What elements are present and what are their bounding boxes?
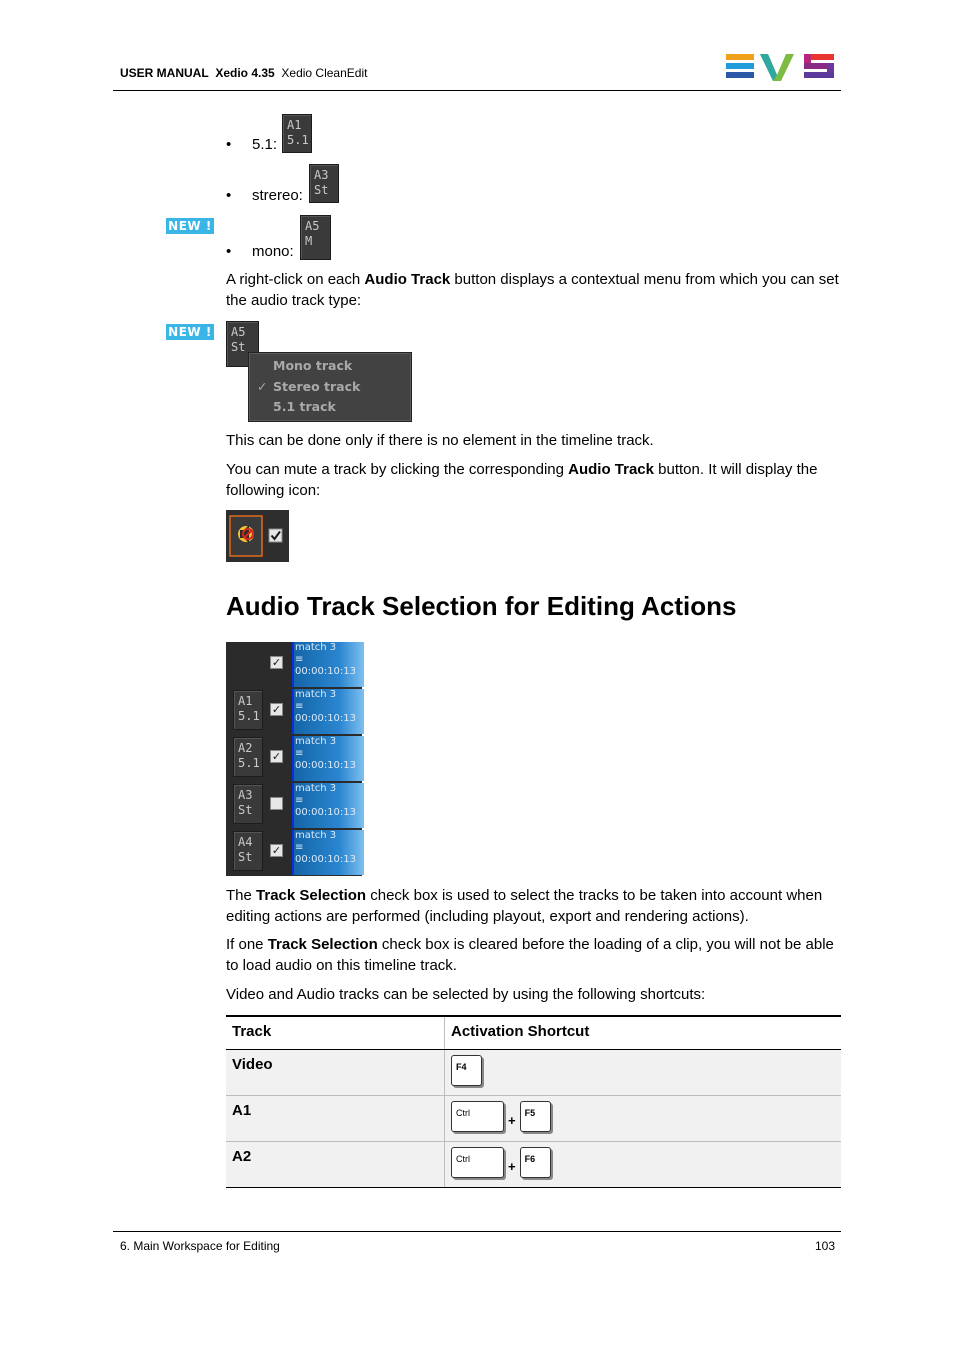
track-cell: A2: [226, 1142, 445, 1188]
product-name: Xedio 4.35: [215, 66, 275, 80]
column-header-shortcut: Activation Shortcut: [445, 1016, 842, 1050]
track-button-a1[interactable]: A1 5.1: [233, 690, 263, 730]
track-selection-checkbox[interactable]: ✓: [271, 703, 282, 716]
running-header: [120, 66, 367, 80]
plus-sign: +: [508, 1159, 516, 1174]
track-button-a2[interactable]: A2 5.1: [233, 737, 263, 777]
track-selection-panel: [226, 642, 362, 876]
bullet-stereo: • strereo:: [226, 187, 303, 204]
paragraph-track-selection: The Track Selection check box is used to select the tracks to be taken into account when editing actions are performed (including playout, export and rendering actions).: [226, 887, 823, 925]
section-heading: Audio Track Selection for Editing Actions: [226, 591, 737, 621]
check-icon: ✓: [257, 379, 268, 394]
track-type-context-menu: Mono track ✓ Stereo track 5.1 track: [248, 352, 412, 422]
key-ctrl-icon: Ctrl: [451, 1101, 504, 1132]
timeline-clip: match 3 ≡ 00:00:10:13: [292, 736, 364, 781]
bullet-label: mono:: [252, 243, 294, 260]
table-row: [226, 1096, 841, 1142]
track-selection-checkbox[interactable]: ✓: [271, 844, 282, 857]
mute-icon-illustration: [226, 510, 289, 562]
track-selection-checkbox[interactable]: ✓: [271, 656, 282, 669]
table-row: [226, 1050, 841, 1096]
track-button-a3: A3 St: [309, 164, 339, 203]
paragraph-right-click: A right-click on each Audio Track button displays a contextual menu from which you can set the audio track type:: [226, 271, 839, 309]
shortcut-cell: [445, 1096, 842, 1142]
mute-icon: [226, 510, 289, 562]
new-badge: NEW !: [166, 324, 214, 340]
paragraph-shortcuts-intro: Video and Audio tracks can be selected by using the following shortcuts:: [226, 986, 706, 1003]
bullet-mono: • mono:: [226, 243, 294, 260]
new-badge: NEW !: [166, 218, 214, 234]
track-selection-checkbox-unchecked[interactable]: [270, 797, 283, 810]
footer-rule: [113, 1231, 841, 1232]
bullet-51: • 5.1:: [226, 136, 278, 153]
track-button-a5: A5 M: [300, 215, 331, 260]
paragraph-mute: You can mute a track by clicking the corresponding Audio Track button. It will display the following icon:: [226, 461, 818, 499]
timeline-clip: match 3 ≡ 00:00:10:13: [292, 783, 364, 828]
bullet-label: 5.1:: [252, 136, 278, 153]
page-number: 103: [814, 1239, 835, 1253]
evs-logo: [724, 53, 836, 83]
track-cell: A1: [226, 1096, 445, 1142]
key-ctrl-icon: Ctrl: [451, 1147, 504, 1178]
table-row: [226, 1142, 841, 1188]
paragraph-if-one: If one Track Selection check box is cleared before the loading of a clip, you will not be able to load audio on this timeline track.: [226, 936, 834, 974]
shortcut-cell: [445, 1050, 842, 1096]
key-f6-icon: F6: [520, 1147, 551, 1178]
plus-sign: +: [508, 1113, 516, 1128]
module-name: Xedio CleanEdit: [281, 66, 368, 80]
track-button-a5-stereo: A5 St: [226, 321, 259, 367]
key-f4-icon: F4: [451, 1055, 482, 1086]
track-button-a1: A1 5.1: [282, 114, 312, 153]
shortcut-table: [226, 1015, 841, 1188]
header-rule: [113, 90, 841, 91]
key-f5-icon: F5: [520, 1101, 551, 1132]
timeline-clip: match 3 ≡ 00:00:10:13: [292, 689, 364, 734]
paragraph-only-if: This can be done only if there is no element in the timeline track.: [226, 432, 654, 449]
timeline-clip: match 3 ≡ 00:00:10:13: [292, 642, 364, 687]
bullet-label: strereo:: [252, 187, 303, 204]
manual-label: USER MANUAL: [120, 66, 209, 80]
track-button-a3[interactable]: A3 St: [233, 784, 263, 824]
shortcut-cell: [445, 1142, 842, 1188]
footer-chapter: 6. Main Workspace for Editing: [120, 1239, 280, 1253]
track-cell: Video: [226, 1050, 445, 1096]
column-header-track: Track: [226, 1016, 445, 1050]
track-selection-checkbox[interactable]: ✓: [271, 750, 282, 763]
timeline-clip: match 3 ≡ 00:00:10:13: [292, 830, 364, 875]
track-button-a4[interactable]: A4 St: [233, 831, 263, 871]
